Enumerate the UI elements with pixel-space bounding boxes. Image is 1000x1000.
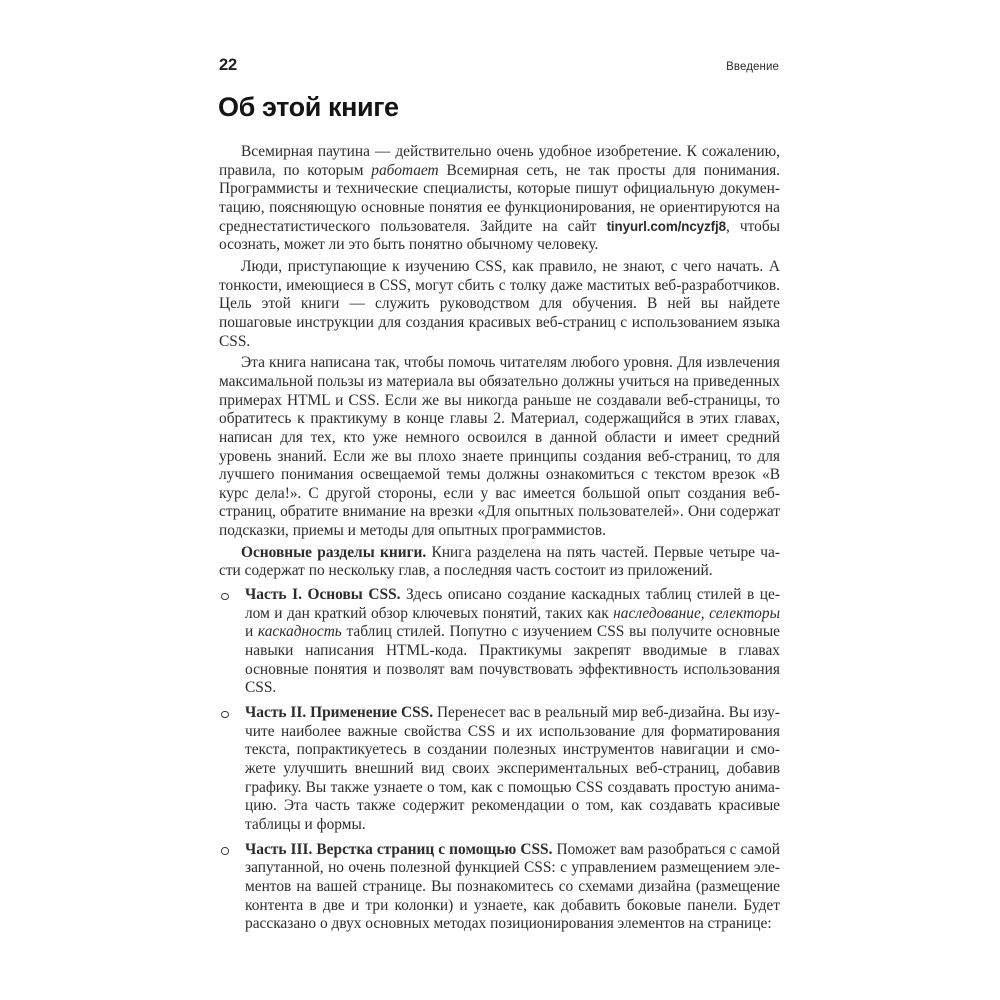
list-item <box>219 841 780 934</box>
running-title: Введение <box>726 61 779 73</box>
open-circle-bullet-icon <box>221 847 229 855</box>
list-item <box>219 586 780 698</box>
list-item <box>219 704 780 835</box>
page-title: Об этой книге <box>218 92 399 122</box>
part-title: Часть I. Основы CSS. <box>245 586 401 604</box>
sections-lead-rest: Книга разделена на пять частей. Первые четыре части содержат по нескольку глав, а последняя часть состоит из приложений. <box>219 543 780 580</box>
paragraph-intro <box>219 143 780 255</box>
paragraph-audience: Эта книга написана так, чтобы помочь читателям любого уровня. Для извлечения максимальной пользы из материала вы обязательно должны учиться на приведенных примерах HTML и CSS. Если же вы никогда раньше не создавали веб-страницы, то обратитесь к практикуму в конце главы 2. Материал, содержащийся в этих главах, написан для тех, кто уже немного освоился в данной области и имеет средний уровень знаний. Если же вы плохо знаете принципы создания веб-страниц, то для лучшего понимания освещаемой темы должны ознакомиться с текстом врезок «В курс дела!». С другой стороны, если у вас имеется большой опыт создания веб-страниц, обратите внимание на врезки «Для опытных пользователей». Они содержат подсказки, приемы и методы для опытных программистов. <box>219 354 780 540</box>
part-title: Часть III. Верстка страниц с помощью CSS. <box>245 840 553 858</box>
paragraph-intro-text-c: , чтобы осознать, может ли это быть понятно обычному человеку. <box>219 217 780 254</box>
emphasis-rabotaet: работает <box>371 161 439 179</box>
paragraph-intro-text-b: Всемирная сеть, не так просты для понимания. Программисты и технические специалисты, которые пишут официальную документацию, поясняющую основные понятия ее функционирования, не ориентируются на среднестатистического пользователя. Зайдите на сайт <box>219 161 781 235</box>
part-text-a: Поможет вам разобраться с самой запутанной, но очень полезной функцией CSS: с управлением размещением элементов на вашей странице. Вы познакомитесь со схемами дизайна (размещение контента в две и три колонки) и узнаете, как добавить боковые панели. Будет рассказано о двух основных методах позиционирования элементов на странице: <box>245 840 780 933</box>
part-text-a: Здесь описано создание каскадных таблиц стилей в целом и дан краткий обзор ключевых понятий, таких как <box>245 586 780 622</box>
part-title: Часть II. Применение CSS. <box>245 704 434 722</box>
page-number: 22 <box>219 56 237 74</box>
part-text-b: и <box>245 623 258 641</box>
open-circle-bullet-icon <box>221 711 229 719</box>
paragraph-intro-text-a: Всемирная паутина — действительно очень удобное изобретение. К сожалению, правила, по которым <box>219 143 780 179</box>
paragraph-beginners: Люди, приступающие к изучению CSS, как правило, не знают, с чего начать. А тонкости, имеющиеся в CSS, могут сбить с толку даже маститых веб-разработчиков. Цель этой книги — служить руководством для обучения. В ней вы найдете пошаговые инструкции для создания красивых веб-страниц с использованием языка CSS. <box>219 257 780 350</box>
part-text-a: Перенесет вас в реальный мир веб-дизайна. Вы изучите наиболее важные свойства CSS и их использование для форматирования текста, попрактикуетесь в создании полезных инструментов навигации и сможете улучшить внешний вид своих экспериментальных веб-страниц, добавив графику. Вы также узнаете о том, как с помощью CSS создавать простую анимацию. Эта часть также содержит рекомендации о том, как создавать красивые таблицы и формы. <box>245 704 781 833</box>
text-column <box>219 143 780 934</box>
tinyurl-link[interactable]: tinyurl.com/ncyzfj8 <box>606 218 726 234</box>
sections-lead-bold: Основные разделы книги. <box>241 543 427 561</box>
emphasis-kaskadnost: каскадность <box>257 623 342 641</box>
emphasis-nasledovanie-selektory: наследование, селекторы <box>613 604 780 622</box>
part-text-c: таблиц стилей. Попутно с изучением CSS вы получите основные навыки написания HTML-кода. Практикумы закрепят вводимые в главах основные понятия и позволят вам почувствовать эффективность использования CSS. <box>245 623 780 697</box>
paragraph-sections-lead <box>219 544 780 581</box>
parts-list <box>219 586 780 934</box>
running-head <box>219 56 779 75</box>
open-circle-bullet-icon <box>221 593 229 601</box>
